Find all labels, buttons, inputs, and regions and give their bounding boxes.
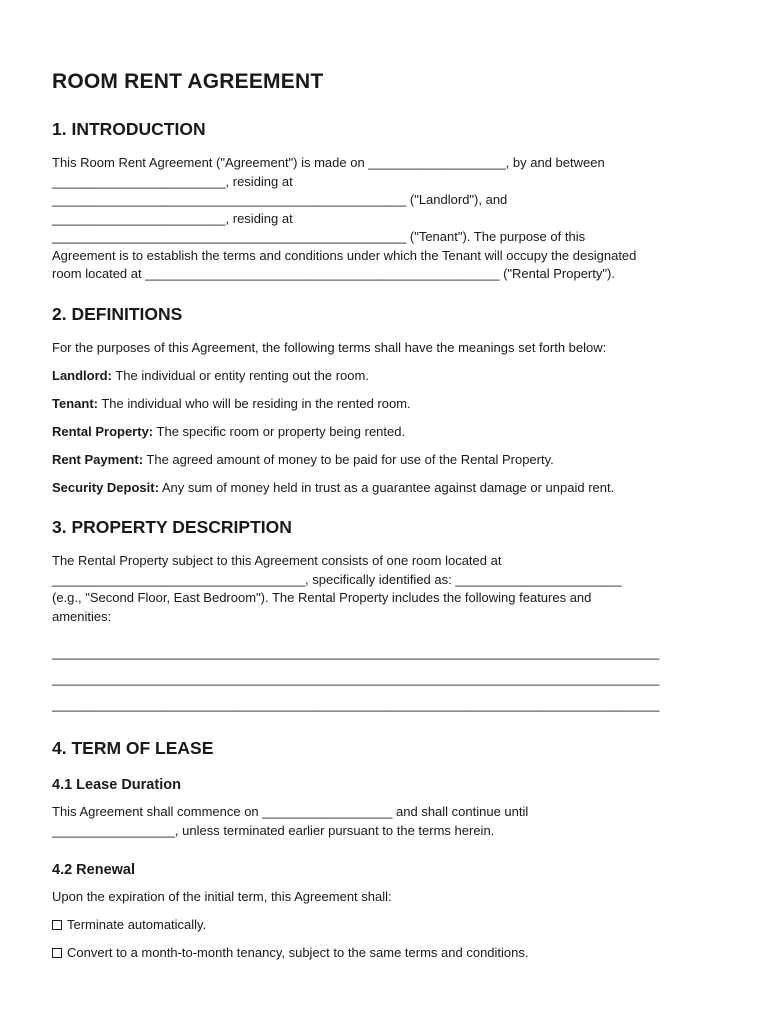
definition-term: Rental Property: <box>52 423 154 439</box>
intro-line: _________________________________________________ ("Landlord"), and <box>52 192 508 207</box>
amenities-blank-lines <box>52 640 720 718</box>
definition-term: Landlord: <box>52 367 112 383</box>
intro-line: ________________________, residing at <box>52 210 293 226</box>
section-heading: 4. TERM OF LEASE <box>52 738 214 758</box>
renewal-option-label: Terminate automatically. <box>67 917 207 932</box>
duration-line: This Agreement shall commence on __________________ and shall continue until <box>52 804 529 819</box>
renewal-option-terminate[interactable] <box>52 916 720 935</box>
definition-item <box>52 367 720 386</box>
definitions-intro: For the purposes of this Agreement, the following terms shall have the meanings set forth below: <box>52 339 607 355</box>
subsection-heading: 4.2 Renewal <box>52 862 136 878</box>
property-line: The Rental Property subject to this Agreement consists of one room located at <box>52 553 502 568</box>
property-line: ___________________________________, specifically identified as: _______________________ <box>52 571 622 587</box>
property-line: (e.g., "Second Floor, East Bedroom"). The Rental Property includes the following features and <box>52 590 592 605</box>
blank-fill-line: ____________________________________________________________________________________ <box>52 697 660 712</box>
renewal-option-month-to-month[interactable] <box>52 944 720 963</box>
renewal-option-label: Convert to a month-to-month tenancy, subject to the same terms and conditions. <box>67 945 529 960</box>
definition-text: The agreed amount of money to be paid for use of the Rental Property. <box>143 451 554 467</box>
intro-line: _________________________________________________ ("Tenant"). The purpose of this <box>52 229 586 244</box>
definition-text: Any sum of money held in trust as a guarantee against damage or unpaid rent. <box>158 479 615 495</box>
document-title: ROOM RENT AGREEMENT <box>52 70 324 93</box>
definition-text: The individual who will be residing in the rented room. <box>97 395 411 411</box>
definition-term: Rent Payment: <box>52 451 144 467</box>
definition-text: The individual or entity renting out the room. <box>111 367 369 383</box>
checkbox-icon[interactable] <box>52 920 62 930</box>
definition-text: The specific room or property being rented. <box>153 423 406 439</box>
definition-item <box>52 395 720 414</box>
section-heading: 3. PROPERTY DESCRIPTION <box>52 517 292 537</box>
definition-item <box>52 451 720 470</box>
renewal-intro: Upon the expiration of the initial term, this Agreement shall: <box>52 889 392 904</box>
checkbox-icon[interactable] <box>52 948 62 958</box>
definition-item <box>52 479 720 498</box>
definition-term: Security Deposit: <box>52 479 159 495</box>
property-line: amenities: <box>52 608 112 624</box>
intro-line: Agreement is to establish the terms and conditions under which the Tenant will occupy the designated <box>52 247 637 263</box>
intro-line: ________________________, residing at <box>52 173 293 189</box>
blank-fill-line: ____________________________________________________________________________________ <box>52 671 660 686</box>
document-page <box>52 70 720 983</box>
definition-item <box>52 423 720 442</box>
section-property-description <box>52 517 720 718</box>
section-definitions <box>52 304 720 498</box>
section-term-of-lease <box>52 738 720 963</box>
definition-term: Tenant: <box>52 395 98 411</box>
intro-line: room located at _________________________________________________ ("Rental Property"). <box>52 266 615 281</box>
intro-line: This Room Rent Agreement ("Agreement") is made on ___________________, by and between <box>52 155 605 170</box>
section-heading: 1. INTRODUCTION <box>52 119 206 139</box>
subsection-heading: 4.1 Lease Duration <box>52 777 181 793</box>
section-heading: 2. DEFINITIONS <box>52 303 183 324</box>
duration-line: _________________, unless terminated earlier pursuant to the terms herein. <box>52 822 495 838</box>
blank-fill-line: ____________________________________________________________________________________ <box>52 645 660 660</box>
section-introduction <box>52 119 720 284</box>
